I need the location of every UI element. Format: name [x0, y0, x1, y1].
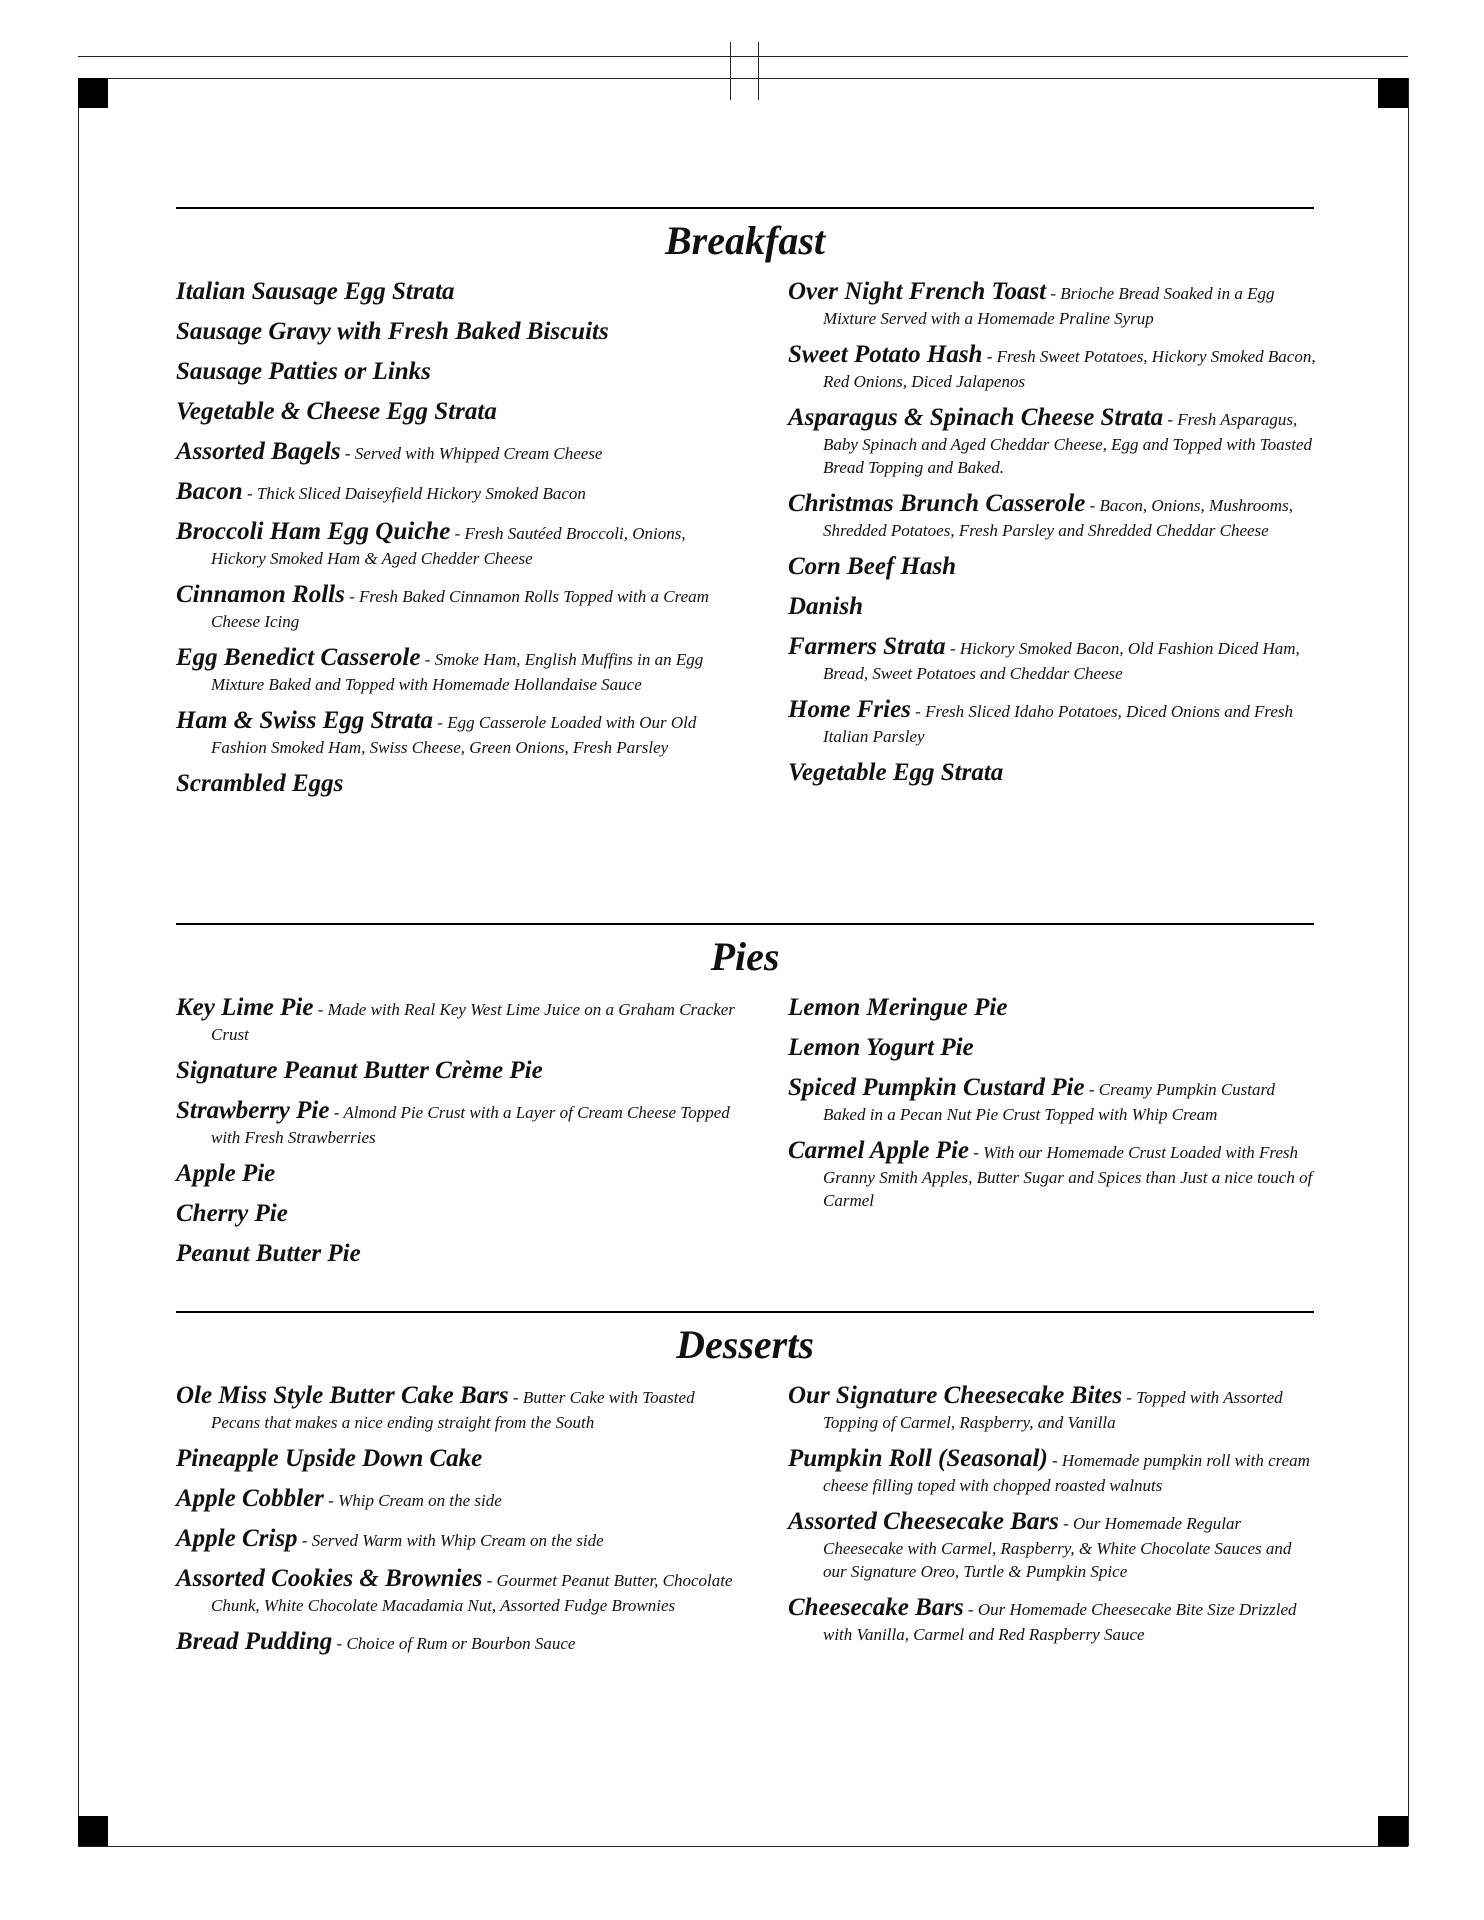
menu-item-name: Scrambled Eggs — [176, 770, 344, 797]
menu-item — [176, 517, 736, 570]
menu-item-description: - Served Warm with Whip Cream on the side — [301, 1531, 604, 1550]
menu-item — [176, 477, 736, 507]
menu-item — [788, 695, 1318, 748]
corner-square-bottom-right — [1378, 1816, 1408, 1846]
menu-item — [176, 1096, 736, 1149]
menu-item — [176, 1484, 736, 1514]
menu-item — [176, 580, 736, 633]
menu-item-description: - Whip Cream on the side — [328, 1491, 502, 1510]
menu-item-name: Sausage Patties or Links — [176, 358, 431, 385]
menu-item — [176, 1239, 736, 1269]
menu-item — [788, 1507, 1318, 1583]
section-title: Breakfast — [665, 218, 825, 263]
menu-item-name: Broccoli Ham Egg Quiche — [176, 518, 451, 545]
menu-item-name: Key Lime Pie — [176, 994, 314, 1021]
menu-item-description: - With our Homemade Crust Loaded with Fresh Granny Smith Apples, Butter Sugar and Spices than Just a nice touch of Carmel — [823, 1143, 1313, 1210]
menu-item-description: - Butter Cake with Toasted Pecans that makes a nice ending straight from the South — [211, 1388, 695, 1432]
menu-item — [176, 643, 736, 696]
menu-item-name: Spiced Pumpkin Custard Pie — [788, 1074, 1085, 1101]
menu-item — [176, 317, 736, 347]
menu-item — [788, 340, 1318, 393]
menu-item-name: Sweet Potato Hash — [788, 341, 983, 368]
section-title: Pies — [710, 934, 780, 979]
menu-item — [176, 277, 736, 307]
menu-item-name: Peanut Butter Pie — [176, 1240, 361, 1267]
menu-item-description: - Our Homemade Regular Cheesecake with Carmel, Raspberry, & White Chocolate Sauces and our Signature Oreo, Turtle & Pumpkin Spice — [823, 1514, 1292, 1581]
menu-item — [176, 1159, 736, 1189]
menu-item-description: - Fresh Sweet Potatoes, Hickory Smoked Bacon, Red Onions, Diced Jalapenos — [823, 347, 1316, 391]
menu-item-name: Egg Benedict Casserole — [176, 644, 421, 671]
left-column — [176, 993, 736, 1279]
menu-item — [788, 1381, 1318, 1434]
menu-item-name: Assorted Bagels — [176, 438, 341, 465]
menu-item — [788, 489, 1318, 542]
corner-square-top-right — [1378, 78, 1408, 108]
corner-square-bottom-left — [78, 1816, 108, 1846]
menu-item-name: Our Signature Cheesecake Bites — [788, 1382, 1123, 1409]
menu-item-name: Carmel Apple Pie — [788, 1137, 969, 1164]
corner-square-top-left — [78, 78, 108, 108]
menu-item — [176, 1199, 736, 1229]
menu-item — [176, 769, 736, 799]
menu-item-description: - Smoke Ham, English Muffins in an Egg Mixture Baked and Topped with Homemade Hollandaise Sauce — [211, 650, 704, 694]
right-rule — [1408, 78, 1409, 1846]
menu-item-name: Apple Cobbler — [176, 1485, 324, 1512]
menu-item — [788, 1033, 1318, 1063]
menu-item-description: - Bacon, Onions, Mushrooms, Shredded Potatoes, Fresh Parsley and Shredded Cheddar Cheese — [823, 496, 1293, 540]
menu-item — [176, 1524, 736, 1554]
menu-item-description: - Creamy Pumpkin Custard Baked in a Pecan Nut Pie Crust Topped with Whip Cream — [823, 1080, 1276, 1124]
menu-item-name: Ham & Swiss Egg Strata — [176, 707, 434, 734]
menu-item — [176, 706, 736, 759]
menu-item-name: Lemon Meringue Pie — [788, 994, 1008, 1021]
menu-item-description: - Our Homemade Cheesecake Bite Size Drizzled with Vanilla, Carmel and Red Raspberry Sauce — [823, 1600, 1297, 1644]
menu-item — [788, 1593, 1318, 1646]
menu-item — [788, 993, 1318, 1023]
menu-item-description: - Fresh Sautéed Broccoli, Onions, Hickory Smoked Ham & Aged Chedder Cheese — [211, 524, 686, 568]
menu-item-name: Over Night French Toast — [788, 278, 1047, 305]
menu-item-name: Assorted Cheesecake Bars — [788, 1508, 1059, 1535]
menu-item-name: Italian Sausage Egg Strata — [176, 278, 455, 305]
right-column — [788, 993, 1318, 1222]
menu-item-description: - Made with Real Key West Lime Juice on a Graham Cracker Crust — [211, 1000, 735, 1044]
right-column — [788, 277, 1318, 798]
menu-item-name: Signature Peanut Butter Crème Pie — [176, 1057, 543, 1084]
menu-item-name: Pineapple Upside Down Cake — [176, 1445, 483, 1472]
menu-item-name: Strawberry Pie — [176, 1097, 330, 1124]
menu-item — [176, 397, 736, 427]
left-rule — [78, 78, 79, 1846]
menu-item — [176, 357, 736, 387]
menu-item — [788, 1073, 1318, 1126]
menu-item — [176, 993, 736, 1046]
menu-item-name: Cheesecake Bars — [788, 1594, 964, 1621]
menu-item-name: Cherry Pie — [176, 1200, 288, 1227]
menu-item-description: - Almond Pie Crust with a Layer of Cream Cheese Topped with Fresh Strawberries — [211, 1103, 730, 1147]
menu-item-name: Cinnamon Rolls — [176, 581, 345, 608]
menu-item — [176, 1627, 736, 1657]
menu-item-name: Lemon Yogurt Pie — [788, 1034, 974, 1061]
menu-item-name: Assorted Cookies & Brownies — [176, 1565, 483, 1592]
section-rule — [176, 1311, 1314, 1313]
menu-item-description: - Fresh Sliced Idaho Potatoes, Diced Onions and Fresh Italian Parsley — [823, 702, 1294, 746]
section-rule — [176, 207, 1314, 209]
menu-item-name: Bacon — [176, 478, 243, 505]
center-tick-right — [758, 42, 759, 100]
menu-item — [788, 277, 1318, 330]
top-inner-rule — [78, 78, 1408, 79]
menu-item-description: - Homemade pumpkin roll with cream cheese filling toped with chopped roasted walnuts — [823, 1451, 1310, 1495]
menu-item-name: Pumpkin Roll (Seasonal) — [788, 1445, 1048, 1472]
menu-item-name: Ole Miss Style Butter Cake Bars — [176, 1382, 509, 1409]
right-column — [788, 1381, 1318, 1656]
menu-item-description: - Hickory Smoked Bacon, Old Fashion Diced Ham, Bread, Sweet Potatoes and Cheddar Cheese — [823, 639, 1300, 683]
menu-item — [176, 1381, 736, 1434]
menu-item-description: - Thick Sliced Daiseyfield Hickory Smoked Bacon — [246, 484, 586, 503]
menu-item-name: Corn Beef Hash — [788, 553, 957, 580]
menu-item-description: - Egg Casserole Loaded with Our Old Fashion Smoked Ham, Swiss Cheese, Green Onions, Fresh Parsley — [211, 713, 697, 757]
left-column — [176, 277, 736, 809]
menu-item — [788, 1444, 1318, 1497]
menu-item — [788, 403, 1318, 479]
menu-item-name: Vegetable & Cheese Egg Strata — [176, 398, 497, 425]
top-outer-rule — [78, 56, 1408, 57]
menu-item-name: Apple Pie — [176, 1160, 276, 1187]
menu-item-name: Asparagus & Spinach Cheese Strata — [788, 404, 1164, 431]
menu-item — [176, 1444, 736, 1474]
menu-item — [176, 1564, 736, 1617]
menu-item — [788, 1136, 1318, 1212]
menu-item-description: - Brioche Bread Soaked in a Egg Mixture Served with a Homemade Praline Syrup — [823, 284, 1275, 328]
menu-item-description: - Served with Whipped Cream Cheese — [344, 444, 603, 463]
menu-item-name: Home Fries — [788, 696, 911, 723]
menu-item-name: Bread Pudding — [176, 1628, 333, 1655]
menu-item-name: Vegetable Egg Strata — [788, 759, 1004, 786]
section-title: Desserts — [676, 1322, 814, 1367]
left-column — [176, 1381, 736, 1667]
menu-item — [176, 437, 736, 467]
menu-item-description: - Topped with Assorted Topping of Carmel, Raspberry, and Vanilla — [823, 1388, 1283, 1432]
menu-item — [788, 632, 1318, 685]
menu-item-description: - Fresh Asparagus, Baby Spinach and Aged Cheddar Cheese, Egg and Topped with Toasted Bread Topping and Baked. — [823, 410, 1313, 477]
menu-item — [788, 552, 1318, 582]
menu-item-name: Farmers Strata — [788, 633, 946, 660]
menu-item-name: Apple Crisp — [176, 1525, 298, 1552]
menu-item-name: Christmas Brunch Casserole — [788, 490, 1086, 517]
menu-item-description: - Gourmet Peanut Butter, Chocolate Chunk, White Chocolate Macadamia Nut, Assorted Fudge Brownies — [211, 1571, 733, 1615]
section-rule — [176, 923, 1314, 925]
menu-item-name: Sausage Gravy with Fresh Baked Biscuits — [176, 318, 609, 345]
menu-item-description: - Choice of Rum or Bourbon Sauce — [336, 1634, 576, 1653]
menu-item-description: - Fresh Baked Cinnamon Rolls Topped with a Cream Cheese Icing — [211, 587, 709, 631]
bottom-rule — [78, 1846, 1408, 1847]
menu-item — [788, 758, 1318, 788]
menu-item — [788, 592, 1318, 622]
menu-item-name: Danish — [788, 593, 864, 620]
center-tick-left — [730, 42, 731, 100]
menu-item — [176, 1056, 736, 1086]
